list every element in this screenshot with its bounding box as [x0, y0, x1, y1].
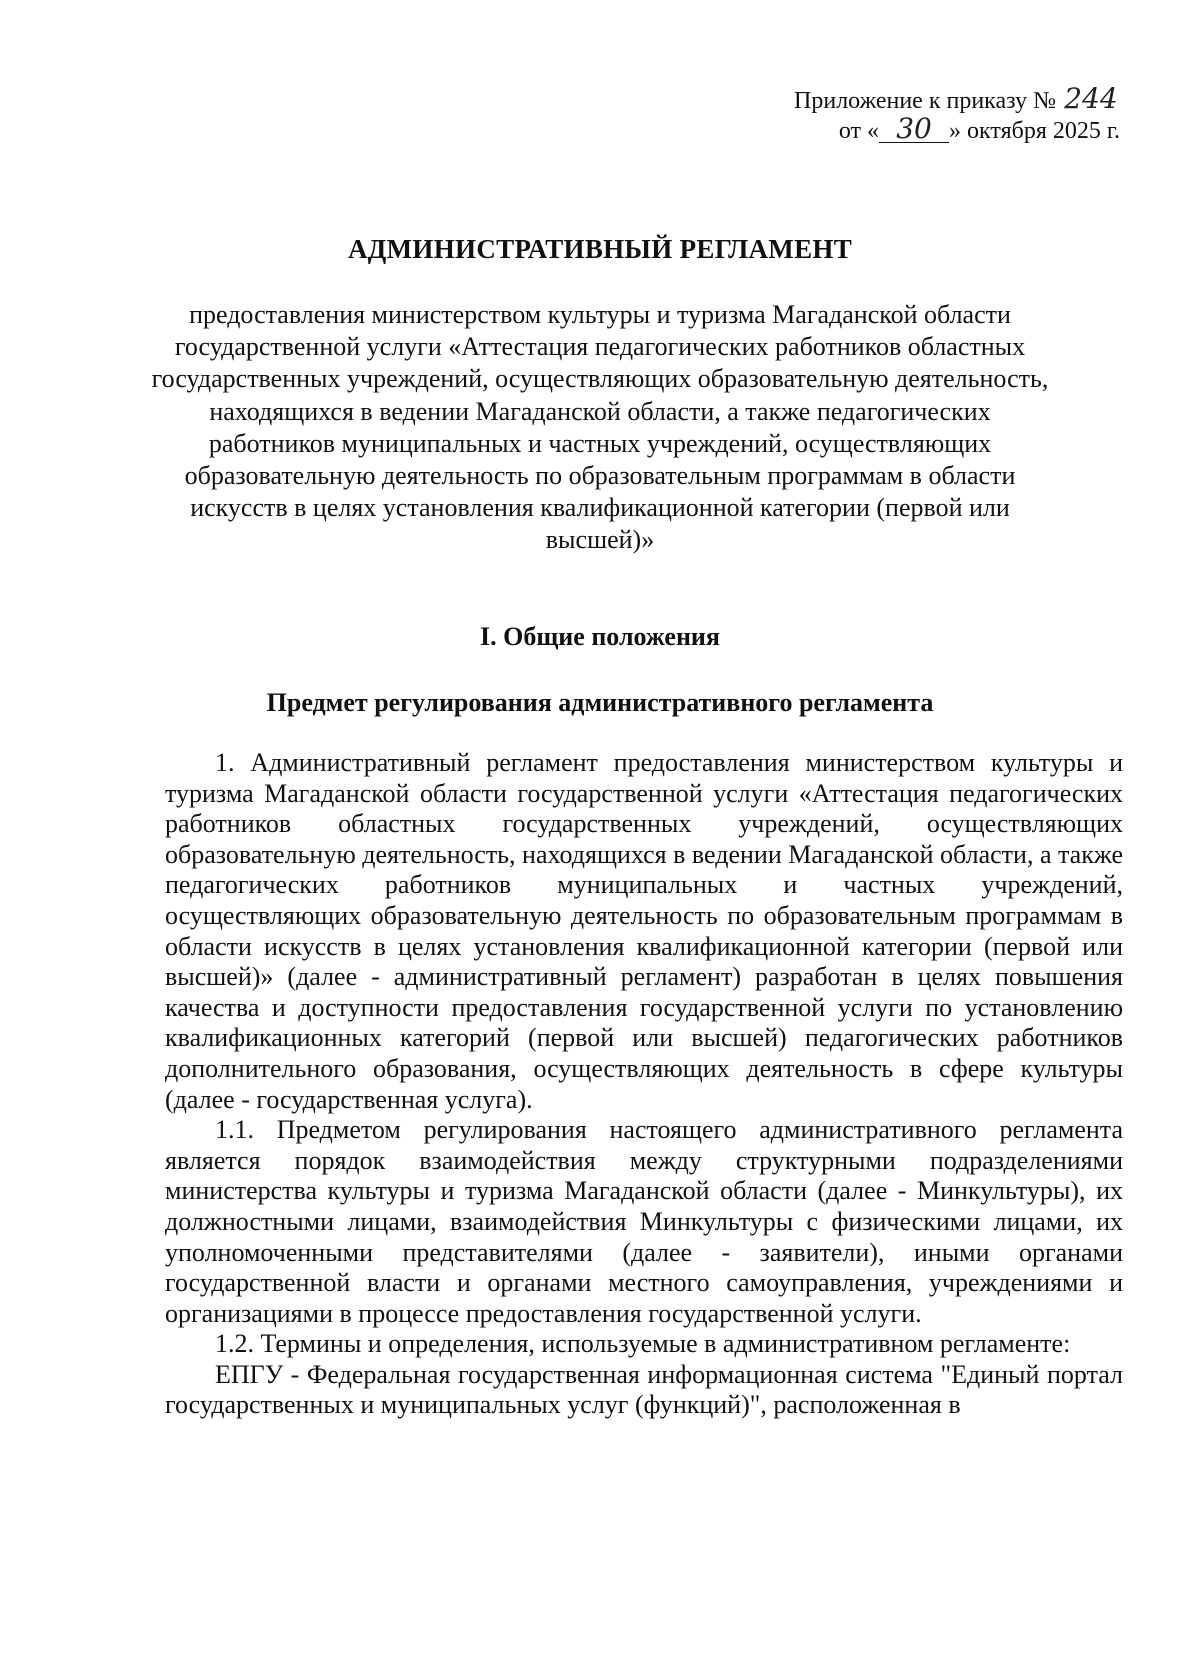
- document-subtitle: предоставления министерством культуры и туризма Магаданской области государственной услуги «Аттестация педагогических работников областных государственных учреждений, осуществляющих образовательную деятельность, находящихся в ведении Магаданской области, а также педагогических работников муниципальных и частных учреждений, осуществляющих образовательную деятельность по образовательным программам в области искусств в целях установления квалификационной категории (первой или высшей)»: [151, 300, 1049, 555]
- paragraph-1: 1. Административный регламент предоставления министерством культуры и туризма Магаданской области государственной услуги «Аттестация педагогических работников областных государственных учреждений, осуществляющих образовательную деятельность, находящихся в ведении Магаданской области, а также педагогических работников муниципальных и частных учреждений, осуществляющих образовательную деятельность по образовательным программам в области искусств в целях установления квалификационной категории (первой или высшей)» (далее - административный регламент) разработан в целях повышения качества и доступности предоставления государственной услуги по установлению квалификационных категорий (первой или высшей) педагогических работников дополнительного образования, осуществляющих деятельность в сфере культуры (далее - государственная услуга).: [165, 748, 1124, 1114]
- section-heading: I. Общие положения: [480, 622, 720, 651]
- paragraph-1-2: 1.2. Термины и определения, используемые в административном регламенте:: [215, 1329, 1071, 1359]
- date-prefix: от «: [838, 118, 880, 144]
- paragraph-epgu: ЕПГУ - Федеральная государственная информационная система "Единый портал государственных и муниципальных услуг (функций)", расположенная в: [165, 1359, 1123, 1420]
- date-suffix: » октября 2025 г.: [949, 118, 1120, 144]
- paragraph-1-1: 1.1. Предметом регулирования настоящего административного регламента является порядок взаимодействия между структурными подразделениями министерства культуры и туризма Магаданской области (далее - Минкультуры), их должностными лицами, взаимодействия Минкультуры с физическими лицами, их уполномоченными представителями (далее - заявители), иными органами государственной власти и органами местного самоуправления, учреждениями и организациями в процессе предоставления государственной услуги.: [165, 1115, 1123, 1328]
- body-text: [165, 748, 1123, 1421]
- date-line: [794, 112, 1120, 146]
- subsection-heading: Предмет регулирования административного регламента: [266, 688, 934, 717]
- appendix-reference: [794, 84, 1120, 146]
- appendix-line: [794, 84, 1120, 116]
- document-title: АДМИНИСТРАТИВНЫЙ РЕГЛАМЕНТ: [347, 234, 853, 264]
- appendix-label: Приложение к приказу №: [794, 88, 1056, 114]
- order-number-handwritten: 244: [1064, 82, 1118, 115]
- date-day-handwritten: 30: [879, 116, 949, 143]
